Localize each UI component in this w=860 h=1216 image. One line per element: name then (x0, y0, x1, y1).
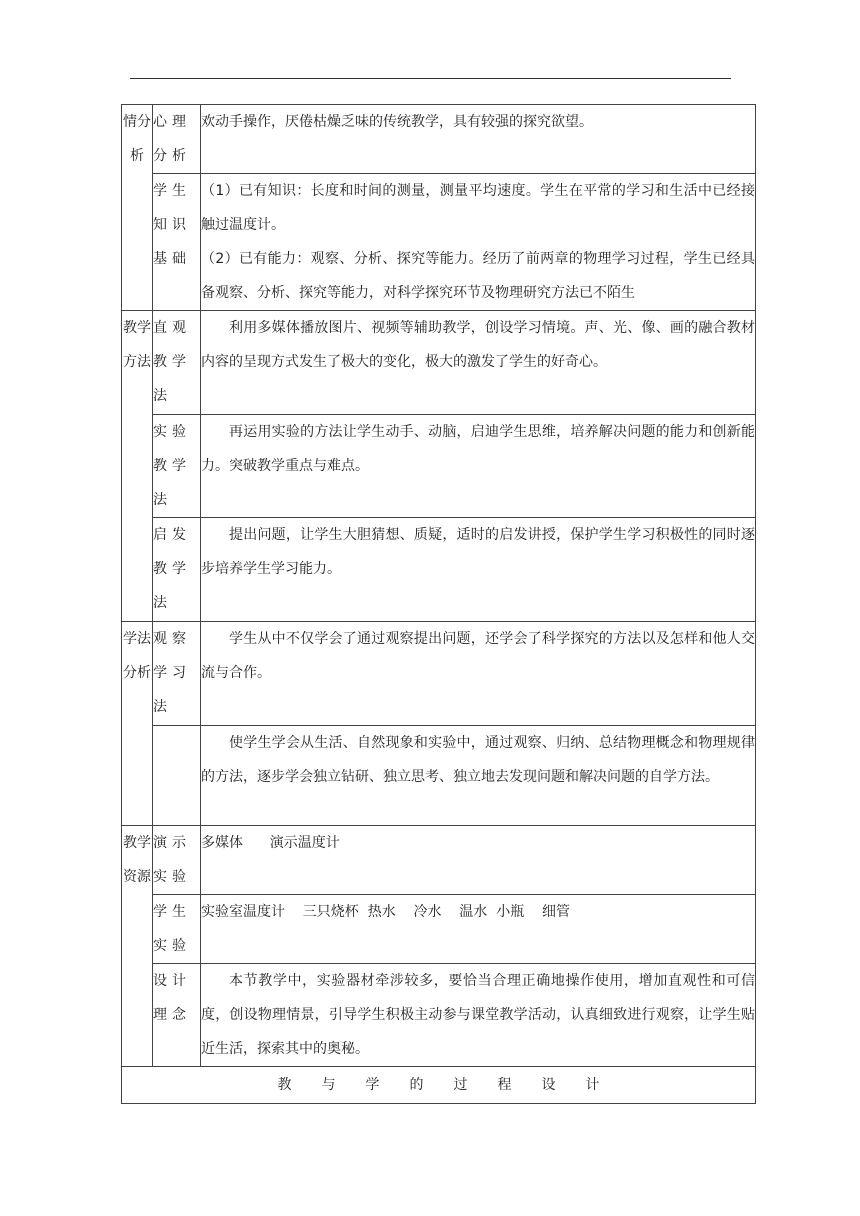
label-s1: 观察学习法 (153, 622, 201, 726)
text-r2: 实验室温度计 三只烧杯 热水 冷水 温水 小瓶 细管 (201, 895, 756, 964)
lesson-plan-table (121, 104, 756, 1104)
label-knowledge: 学生知识基础 (153, 174, 201, 311)
text-m1: 利用多媒体播放图片、视频等辅助教学，创设学习情境。声、光、像、画的融合教材内容的呈现方式发生了极大的变化，极大的激发了学生的好奇心。 (201, 311, 756, 415)
text-m3: 提出问题，让学生大胆猜想、质疑，适时的启发讲授，保护学生学习积极性的同时逐步培养学生学习能力。 (201, 518, 756, 622)
header-rule (130, 78, 731, 79)
label-m3: 启发教学法 (153, 518, 201, 622)
text-s1: 学生从中不仅学会了通过观察提出问题，还学会了科学探究的方法以及怎样和他人交流与合作。 (201, 622, 756, 726)
text-r1: 多媒体 演示温度计 (201, 826, 756, 895)
text-s2: 使学生学会从生活、自然现象和实验中，通过观察、归纳、总结物理概念和物理规律的方法，逐步学会独立钻研、独立思考、独立地去发现问题和解决问题的自学方法。 (201, 726, 756, 826)
knowledge-p1: （1）已有知识：长度和时间的测量，测量平均速度。学生在平常的学习和生活中已经接触过温度计。 (201, 183, 755, 233)
label-r1: 演示实验 (153, 826, 201, 895)
label-m2: 实验教学法 (153, 415, 201, 518)
category-method: 教学方法 (122, 311, 153, 622)
label-s2 (153, 726, 201, 826)
category-study: 学法分析 (122, 622, 153, 826)
label-m1: 直观教学法 (153, 311, 201, 415)
category-situation: 情分析 (122, 105, 153, 311)
text-psych: 欢动手操作，厌倦枯燥乏味的传统教学，具有较强的探究欲望。 (201, 105, 756, 174)
label-psych: 心理分析 (153, 105, 201, 174)
category-resource: 教学资源 (122, 826, 153, 1067)
label-r2: 学生实验 (153, 895, 201, 964)
text-m2: 再运用实验的方法让学生动手、动脑，启迪学生思维，培养解决问题的能力和创新能力。突破教学重点与难点。 (201, 415, 756, 518)
process-design-header: 教 与 学 的 过 程 设 计 (122, 1067, 756, 1104)
label-r3: 设计理念 (153, 964, 201, 1067)
text-knowledge (201, 174, 756, 311)
text-r3: 本节教学中，实验器材牵涉较多，要恰当合理正确地操作使用，增加直观性和可信度，创设物理情景，引导学生积极主动参与课堂教学活动，认真细致进行观察，让学生贴近生活，探索其中的奥秘。 (201, 964, 756, 1067)
knowledge-p2: （2）已有能力：观察、分析、探究等能力。经历了前两章的物理学习过程，学生已经具备观察、分析、探究等能力，对科学探究环节及物理研究方法已不陌生 (201, 251, 755, 301)
